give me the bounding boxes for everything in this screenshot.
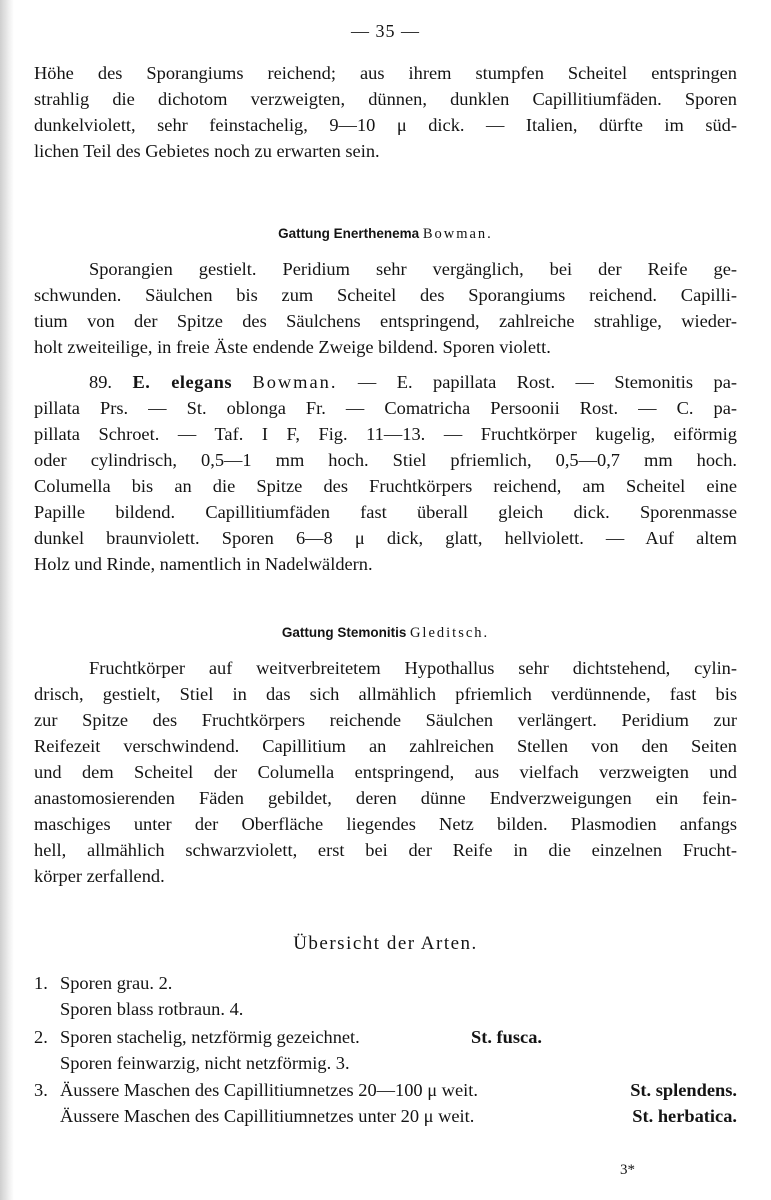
text-line: lichen Teil des Gebietes noch zu erwarten sein. bbox=[34, 141, 380, 161]
species-number: 89. bbox=[89, 372, 112, 392]
key-text: Sporen grau. 2. bbox=[60, 973, 173, 993]
key-text: Sporen stachelig, netzförmig gezeichnet. bbox=[60, 1027, 360, 1047]
key-result: St. splendens. bbox=[630, 1080, 737, 1100]
genus-name: Gattung Stemonitis bbox=[281, 625, 407, 640]
text-line: oder cylindrisch, 0,5—1 mm hoch. Stiel pfriemlich, 0,5—0,7 mm hoch. bbox=[34, 450, 737, 470]
species-synonyms: — E. papillata Rost. — Stemonitis pa- bbox=[357, 372, 737, 392]
key-text: Äussere Maschen des Capillitiumnetzes unter 20 μ weit. bbox=[60, 1106, 475, 1126]
text-line: und dem Scheitel der Columella entspringend, aus vielfach verzweigten und bbox=[34, 762, 737, 782]
genus-author: Gleditsch. bbox=[409, 625, 490, 641]
text-line: dunkel braunviolett. Sporen 6—8 μ dick, glatt, hellviolett. — Auf altem bbox=[34, 528, 737, 548]
key-number: 2. bbox=[34, 1027, 48, 1047]
text-line: Columella bis an die Spitze des Fruchtkörpers reichend, am Scheitel eine bbox=[34, 476, 737, 496]
text-line: Fruchtkörper auf weitverbreitetem Hypothallus sehr dichtstehend, cylin- bbox=[89, 658, 737, 678]
key-text: Sporen feinwarzig, nicht netzförmig. 3. bbox=[60, 1053, 350, 1073]
text-line: Höhe des Sporangiums reichend; aus ihrem stumpfen Scheitel entspringen bbox=[34, 63, 737, 83]
text-line: Holz und Rinde, namentlich in Nadelwäldern. bbox=[34, 554, 373, 574]
text-line: tium von der Spitze des Säulchens entspringend, zahlreiche strahlige, wieder- bbox=[34, 311, 737, 331]
text-line: pillata Prs. — St. oblonga Fr. — Comatricha Persoonii Rost. — C. pa- bbox=[34, 398, 737, 418]
genus-author: Bowman. bbox=[422, 226, 493, 242]
key-result: St. herbatica. bbox=[632, 1106, 737, 1126]
text-line: schwunden. Säulchen bis zum Scheitel des Sporangiums reichend. Capilli- bbox=[34, 285, 737, 305]
key-number: 3. bbox=[34, 1080, 48, 1100]
text-line: Reifezeit verschwindend. Capillitium an zahlreichen Stellen von den Seiten bbox=[34, 736, 737, 756]
species-entry-first-line bbox=[89, 369, 737, 395]
key-result: St. fusca. bbox=[470, 1027, 542, 1047]
text-line: pillata Schroet. — Taf. I F, Fig. 11—13. — Fruchtkörper kugelig, eiförmig bbox=[34, 424, 737, 444]
text-line: Sporangien gestielt. Peridium sehr vergänglich, bei der Reife ge- bbox=[89, 259, 737, 279]
signature-mark: 3* bbox=[620, 1162, 635, 1178]
text-line: anastomosierenden Fäden gebildet, deren dünne Endverzweigungen ein fein- bbox=[34, 788, 737, 808]
species-name: E. elegans bbox=[132, 372, 232, 392]
text-line: hell, allmählich schwarzviolett, erst bei der Reife in die einzelnen Frucht- bbox=[34, 840, 737, 860]
text-line: maschiges unter der Oberfläche liegendes Netz bilden. Plasmodien anfangs bbox=[34, 814, 737, 834]
genus-name: Gattung Enerthenema bbox=[278, 226, 420, 241]
key-text: Sporen blass rotbraun. 4. bbox=[60, 999, 244, 1019]
page-number: — 35 — bbox=[351, 21, 420, 41]
text-line: dunkelviolett, sehr feinstachelig, 9—10 μ dick. — Italien, dürfte im süd- bbox=[34, 115, 737, 135]
species-author: Bowman. bbox=[252, 372, 338, 392]
genus-heading-enerthenema bbox=[34, 223, 737, 245]
text-line: körper zerfallend. bbox=[34, 866, 165, 886]
key-number: 1. bbox=[34, 973, 48, 993]
text-line: zur Spitze des Fruchtkörpers reichende Säulchen verlängert. Peridium zur bbox=[34, 710, 737, 730]
overview-title: Übersicht der Arten. bbox=[293, 933, 478, 954]
text-line: Papille bildend. Capillitiumfäden fast überall gleich dick. Sporenmasse bbox=[34, 502, 737, 522]
page-edge-shadow bbox=[0, 0, 14, 1200]
text-line: drisch, gestielt, Stiel in das sich allmählich pfriemlich verdünnende, fast bis bbox=[34, 684, 737, 704]
key-text: Äussere Maschen des Capillitiumnetzes 20—100 μ weit. bbox=[60, 1080, 478, 1100]
text-line: strahlig die dichotom verzweigten, dünnen, dunklen Capillitiumfäden. Sporen bbox=[34, 89, 737, 109]
genus-heading-stemonitis bbox=[34, 622, 737, 644]
text-line: holt zweiteilige, in freie Äste endende Zweige bildend. Sporen violett. bbox=[34, 337, 551, 357]
